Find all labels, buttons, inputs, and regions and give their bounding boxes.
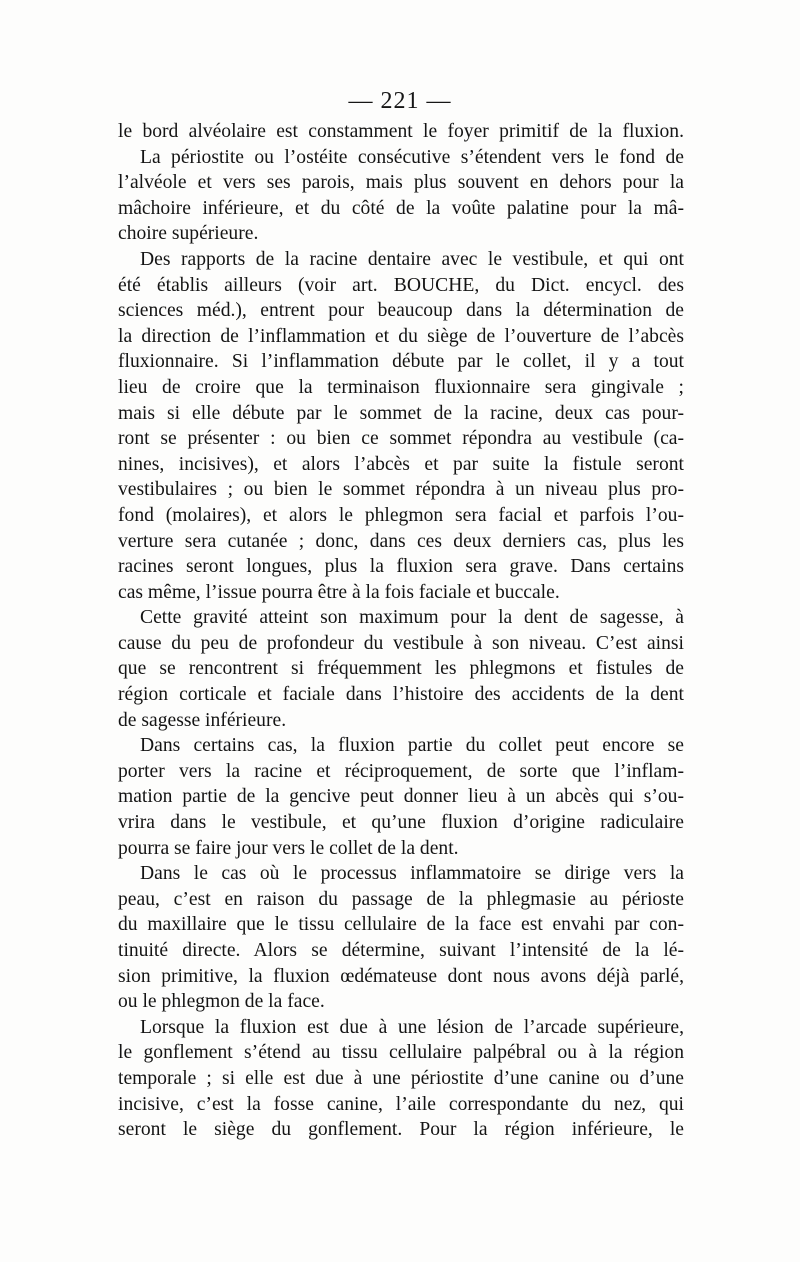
text-line: choire supérieure. <box>118 223 259 245</box>
text-line: Dans certains cas, la fluxion partie du collet peut encore se <box>140 735 684 757</box>
text-line: Lorsque la fluxion est due à une lésion de l’arcade supérieure, <box>140 1016 684 1038</box>
paragraph <box>118 605 684 733</box>
text-line: sciences méd.), entrent pour beaucoup dans la détermination de <box>118 300 684 322</box>
text-line: que se rencontrent si fréquemment les phlegmons et fistules de <box>118 658 684 680</box>
text-line: sion primitive, la fluxion œdémateuse dont nous avons déjà parlé, <box>118 965 684 987</box>
text-line: le bord alvéolaire est constamment le foyer primitif de la fluxion. <box>118 121 684 142</box>
text-line: seront le siège du gonflement. Pour la région inférieure, le <box>118 1119 684 1141</box>
text-line: verture sera cutanée ; donc, dans ces deux derniers cas, plus les <box>118 530 684 552</box>
text-line: vestibulaires ; ou bien le sommet répondra à un niveau plus pro- <box>118 479 684 501</box>
text-line: nines, incisives), et alors l’abcès et par suite la fistule seront <box>118 453 684 475</box>
text-line: peau, c’est en raison du passage de la phlegmasie au périoste <box>118 888 684 910</box>
text-line: ou le phlegmon de la face. <box>118 991 325 1013</box>
text-line: la direction de l’inflammation et du siège de l’ouverture de l’abcès <box>118 325 684 347</box>
text-line: été établis ailleurs (voir art. BOUCHE, du Dict. encycl. des <box>118 274 684 296</box>
paragraph <box>118 119 684 247</box>
text-line: pourra se faire jour vers le collet de la dent. <box>118 837 459 859</box>
paragraph <box>118 247 684 605</box>
text-line: cause du peu de profondeur du vestibule à son niveau. C’est ainsi <box>118 632 684 654</box>
text-line: ront se présenter : ou bien ce sommet répondra au vestibule (ca- <box>118 428 684 450</box>
text-line: fond (molaires), et alors le phlegmon sera facial et parfois l’ou- <box>118 504 684 526</box>
text-line: cas même, l’issue pourra être à la fois faciale et buccale. <box>118 581 560 603</box>
text-line: Dans le cas où le processus inflammatoire se dirige vers la <box>140 863 684 885</box>
text-line: Cette gravité atteint son maximum pour la dent de sagesse, à <box>140 607 684 629</box>
page-number: — 221 — <box>348 88 452 114</box>
text-line: région corticale et faciale dans l’histoire des accidents de la dent <box>118 684 684 706</box>
text-line: mation partie de la gencive peut donner lieu à un abcès qui s’ou- <box>118 786 684 808</box>
text-line: incisive, c’est la fosse canine, l’aile correspondante du nez, qui <box>118 1093 684 1115</box>
text-line: lieu de croire que la terminaison fluxionnaire sera gingivale ; <box>118 376 684 398</box>
text-line: Des rapports de la racine dentaire avec le vestibule, et qui ont <box>140 248 684 270</box>
body-text <box>118 119 684 1143</box>
text-line: tinuité directe. Alors se détermine, suivant l’intensité de la lé- <box>118 940 684 961</box>
text-line: racines seront longues, plus la fluxion sera grave. Dans certains <box>118 556 684 578</box>
paragraph <box>118 733 684 861</box>
paragraph <box>118 861 684 1015</box>
text-line: La périostite ou l’ostéite consécutive s’étendent vers le fond de <box>140 146 684 168</box>
paragraph <box>118 1015 684 1143</box>
text-line: fluxionnaire. Si l’inflammation débute par le collet, il y a tout <box>118 351 684 373</box>
text-line: temporale ; si elle est due à une périostite d’une canine ou d’une <box>118 1067 684 1089</box>
text-line: le gonflement s’étend au tissu cellulaire palpébral ou à la région <box>118 1042 684 1064</box>
text-line: l’alvéole et vers ses parois, mais plus souvent en dehors pour la <box>118 172 684 194</box>
text-line: mais si elle débute par le sommet de la racine, deux cas pour- <box>118 402 684 424</box>
text-line: mâchoire inférieure, et du côté de la voûte palatine pour la mâ- <box>118 197 684 219</box>
text-line: vrira dans le vestibule, et qu’une fluxion d’origine radiculaire <box>118 812 684 834</box>
text-line: porter vers la racine et réciproquement, de sorte que l’inflam- <box>118 760 684 782</box>
text-line: de sagesse inférieure. <box>118 709 287 731</box>
text-line: du maxillaire que le tissu cellulaire de la face est envahi par con- <box>118 914 684 936</box>
